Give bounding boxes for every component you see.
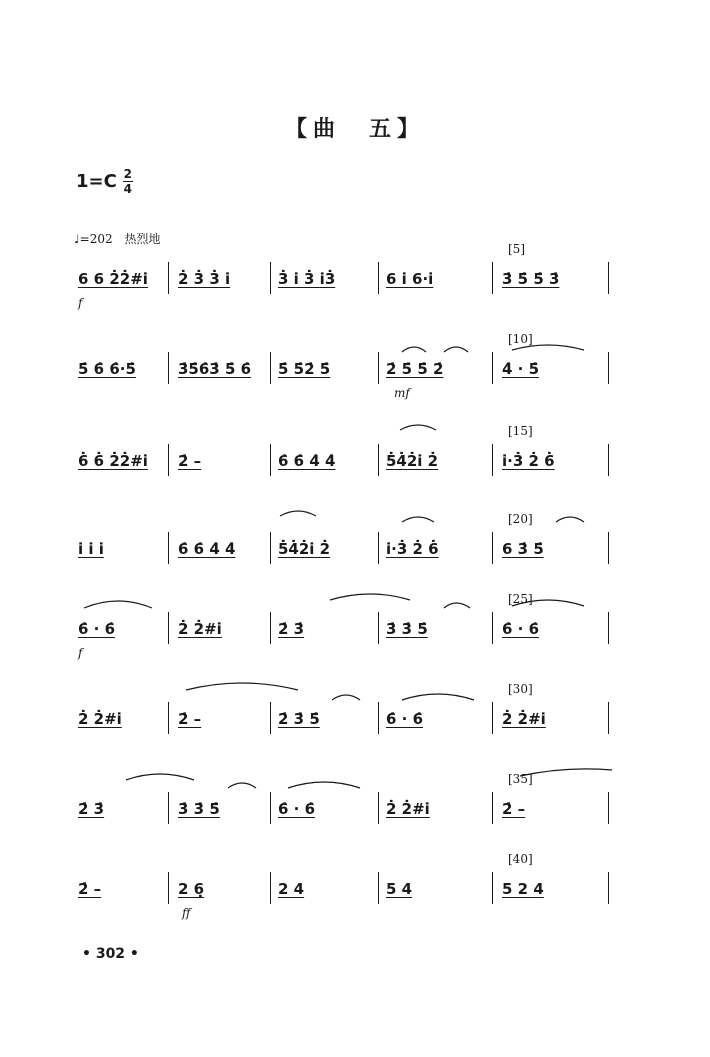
score-system — [78, 332, 618, 400]
barline — [168, 532, 169, 564]
barline — [168, 612, 169, 644]
barline — [378, 532, 379, 564]
dynamic-marking: f — [78, 296, 83, 310]
measure: 3̇ 5̇ 5̇ 3̇ — [502, 270, 560, 288]
measure: 5̇ 5̇2̇ 5̇ — [278, 360, 331, 378]
measure: 5 2 4 — [502, 880, 544, 898]
measure: i̇·3̇ 2̇ 6̇ — [386, 540, 439, 558]
key-signature: 1=C — [76, 171, 117, 192]
time-signature-top: 2 — [123, 167, 132, 181]
tempo-marking — [74, 230, 160, 247]
rehearsal-mark: [35] — [508, 772, 533, 786]
measure: 2 6̣ — [178, 880, 205, 898]
measure: 6̇ · 6̇ — [502, 620, 540, 638]
barline — [378, 612, 379, 644]
key-time-signature — [76, 168, 133, 195]
barline — [270, 532, 271, 564]
measure: 2̇ – — [178, 452, 202, 470]
barline — [492, 532, 493, 564]
barline — [270, 352, 271, 384]
measure: 2̇ 2̇#i̇ — [178, 620, 222, 638]
dynamic-marking: mf — [394, 386, 410, 400]
measure: 5̇4̇2̇i̇ 2̇ — [278, 540, 331, 558]
barline — [492, 702, 493, 734]
measure: 3̇ 3̇ 5̇ — [178, 800, 220, 818]
barline — [492, 612, 493, 644]
score-system — [78, 852, 618, 920]
tempo-value: ♩=202 — [74, 232, 113, 246]
measure: 2̇ 3̇ — [78, 800, 105, 818]
measure: 6̇ · 6̇ — [78, 620, 116, 638]
rehearsal-mark: [30] — [508, 682, 533, 696]
barline — [492, 352, 493, 384]
measure: 6 6 2̇2̇#i̇ — [78, 270, 148, 288]
measure: 2̇ 3̇ 3̇ i̇ — [178, 270, 231, 288]
barline — [608, 792, 609, 824]
score-system — [78, 772, 618, 840]
measure: 2̇ – — [178, 710, 202, 728]
score-system — [78, 512, 618, 580]
barline — [608, 612, 609, 644]
barline — [378, 792, 379, 824]
measure: 6̇ · 6̇ — [386, 710, 424, 728]
measure: 2̇ 3̇ — [278, 620, 305, 638]
barline — [270, 872, 271, 904]
barline — [378, 262, 379, 294]
measure: 6 3̇ 5̇ — [502, 540, 544, 558]
measure: i̇ i̇ i̇ — [78, 540, 104, 558]
barline — [608, 872, 609, 904]
rehearsal-mark: [15] — [508, 424, 533, 438]
barline — [270, 444, 271, 476]
barline — [168, 702, 169, 734]
measure: 6̇ · 6̇ — [278, 800, 316, 818]
barline — [270, 262, 271, 294]
measure: 2̇ 2̇#i̇ — [78, 710, 122, 728]
rehearsal-mark: [5] — [508, 242, 525, 256]
barline — [168, 262, 169, 294]
barline — [492, 262, 493, 294]
barline — [492, 444, 493, 476]
measure: 6 i̇ 6·i̇ — [386, 270, 434, 288]
score-system — [78, 592, 618, 660]
rehearsal-mark: [40] — [508, 852, 533, 866]
piece-title: 【曲 五】 — [284, 116, 425, 142]
measure: 4̇ · 5̇ — [502, 360, 540, 378]
tempo-expression: 热烈地 — [124, 232, 161, 246]
barline — [270, 612, 271, 644]
barline — [168, 444, 169, 476]
measure: 5 4 — [386, 880, 413, 898]
time-signature-bottom: 4 — [123, 182, 132, 196]
barline — [168, 352, 169, 384]
score-system — [78, 242, 618, 310]
barline — [168, 872, 169, 904]
barline — [168, 792, 169, 824]
page-number: • 302 • — [82, 946, 139, 962]
measure: 5̇4̇2̇i̇ 2̇ — [386, 452, 439, 470]
barline — [608, 262, 609, 294]
score-system — [78, 424, 618, 492]
measure: 6̇ 6̇ 2̇2̇#i̇ — [78, 452, 148, 470]
barline — [378, 872, 379, 904]
measure: 3̇ 3̇ 5̇ — [386, 620, 428, 638]
measure: 5̇ 6̇ 6̇·5̇ — [78, 360, 136, 378]
measure: 6̇ 6̇ 4̇ 4̇ — [278, 452, 336, 470]
rehearsal-mark: [25] — [508, 592, 533, 606]
dynamic-marking: f — [78, 646, 83, 660]
measure: 6̇ 6̇ 4̇ 4̇ — [178, 540, 236, 558]
barline — [608, 702, 609, 734]
barline — [378, 352, 379, 384]
time-signature — [123, 168, 133, 195]
barline — [270, 702, 271, 734]
barline — [378, 444, 379, 476]
measure: 2̇ 2̇#i̇ — [502, 710, 546, 728]
measure: 2 4 — [278, 880, 305, 898]
barline — [378, 702, 379, 734]
measure: i̇·3̇ 2̇ 6̇ — [502, 452, 555, 470]
barline — [608, 444, 609, 476]
barline — [492, 872, 493, 904]
score-system — [78, 682, 618, 750]
barline — [608, 352, 609, 384]
rehearsal-mark: [10] — [508, 332, 533, 346]
measure: 3̇5̇6̇3̇ 5̇ 6̇ — [178, 360, 252, 378]
barline — [270, 792, 271, 824]
measure: 3̇ i̇ 3̇ i̇3̇ — [278, 270, 336, 288]
measure: 2̇ 5̇ 5̇ 2̇ — [386, 360, 444, 378]
barline — [492, 792, 493, 824]
measure: 2̇ 2̇#i̇ — [386, 800, 430, 818]
rehearsal-mark: [20] — [508, 512, 533, 526]
measure: 2̇ – — [502, 800, 526, 818]
measure: 2̇ 3̇ 5̇ — [278, 710, 320, 728]
measure: 2̇ – — [78, 880, 102, 898]
barline — [608, 532, 609, 564]
dynamic-marking: ff — [182, 906, 191, 920]
